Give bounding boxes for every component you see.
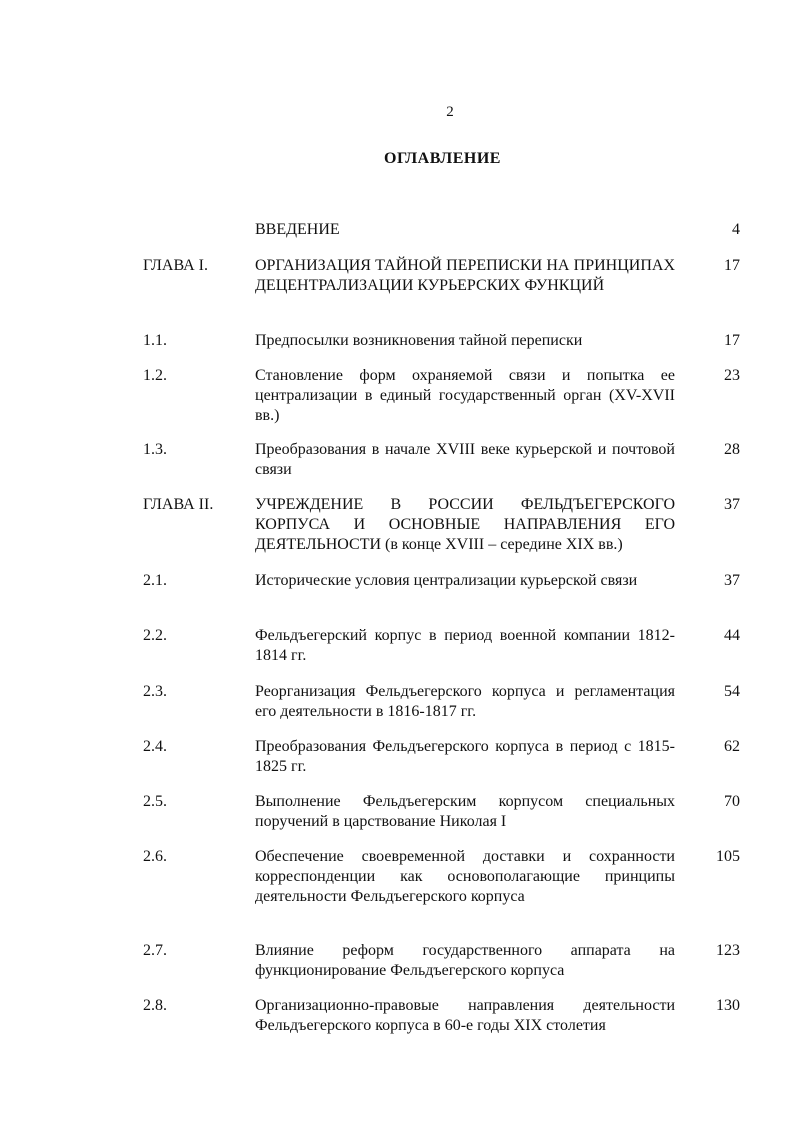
toc-entry-page: 62 [724, 738, 740, 755]
toc-entry-number: ГЛАВА I. [143, 257, 208, 274]
toc-entry-title: Становление форм охраняемой связи и попытка ее централизации в единый государственный орган (XV-XVII вв.) [255, 367, 675, 424]
toc-entry-title: Реорганизация Фельдъегерского корпуса и регламентация его деятельности в 1816-1817 гг. [255, 683, 675, 720]
toc-entry-title: ВВЕДЕНИЕ [255, 221, 340, 238]
toc-entry-page: 54 [724, 683, 740, 700]
toc-entry-title: Организационно-правовые направления деятельности Фельдъегерского корпуса в 60-е годы XIX столетия [255, 997, 675, 1034]
toc-entry-number: 2.7. [143, 942, 167, 959]
toc-entry-title: Предпосылки возникновения тайной переписки [255, 332, 583, 349]
toc-entry-title: Исторические условия централизации курьерской связи [255, 572, 638, 589]
toc-entry-title: Преобразования Фельдъегерского корпуса в период с 1815-1825 гг. [255, 738, 675, 775]
toc-entry-number: 1.3. [143, 441, 167, 458]
toc-entry-number: 2.8. [143, 997, 167, 1014]
page-number: 2 [446, 104, 454, 120]
toc-entry-number: ГЛАВА II. [143, 496, 214, 513]
toc-entry-title: Влияние реформ государственного аппарата на функционирование Фельдъегерского корпуса [255, 942, 675, 979]
toc-entry-page: 17 [724, 257, 740, 274]
toc-entry-number: 2.6. [143, 848, 167, 865]
toc-entry-page: 123 [716, 942, 740, 959]
toc-entry-title: Обеспечение своевременной доставки и сохранности корреспонденции как основополагающие принципы деятельности Фельдъегерского корпуса [255, 848, 675, 905]
toc-entry-number: 2.5. [143, 793, 167, 810]
page-title: ОГЛАВЛЕНИЕ [384, 150, 501, 167]
toc-entry-number: 2.1. [143, 572, 167, 589]
toc-entry-title: Преобразования в начале XVIII веке курьерской и почтовой связи [255, 441, 675, 478]
toc-entry-number: 2.4. [143, 738, 167, 755]
toc-entry-page: 4 [732, 221, 740, 238]
toc-entry-page: 23 [724, 367, 740, 384]
toc-entry-number: 2.3. [143, 683, 167, 700]
toc-entry-title: ОРГАНИЗАЦИЯ ТАЙНОЙ ПЕРЕПИСКИ НА ПРИНЦИПАХ ДЕЦЕНТРАЛИЗАЦИИ КУРЬЕРСКИХ ФУНКЦИЙ [255, 257, 675, 294]
toc-entry-number: 1.1. [143, 332, 167, 349]
toc-entry-title: Фельдъегерский корпус в период военной компании 1812-1814 гг. [255, 627, 675, 664]
toc-entry-page: 28 [724, 441, 740, 458]
toc-entry-page: 130 [716, 997, 740, 1014]
toc-entry-page: 44 [724, 627, 740, 644]
toc-entry-title: Выполнение Фельдъегерским корпусом специальных поручений в царствование Николая I [255, 793, 675, 830]
toc-entry-number: 2.2. [143, 627, 167, 644]
toc-entry-title: УЧРЕЖДЕНИЕ В РОССИИ ФЕЛЬДЪЕГЕРСКОГО КОРПУСА И ОСНОВНЫЕ НАПРАВЛЕНИЯ ЕГО ДЕЯТЕЛЬНОСТИ (в конце XVIII – середине XIX вв.) [255, 496, 675, 553]
toc-entry-page: 17 [724, 332, 740, 349]
toc-entry-page: 105 [716, 848, 740, 865]
toc-entry-page: 70 [724, 793, 740, 810]
toc-entry-page: 37 [724, 496, 740, 513]
toc-entry-page: 37 [724, 572, 740, 589]
toc-entry-number: 1.2. [143, 367, 167, 384]
